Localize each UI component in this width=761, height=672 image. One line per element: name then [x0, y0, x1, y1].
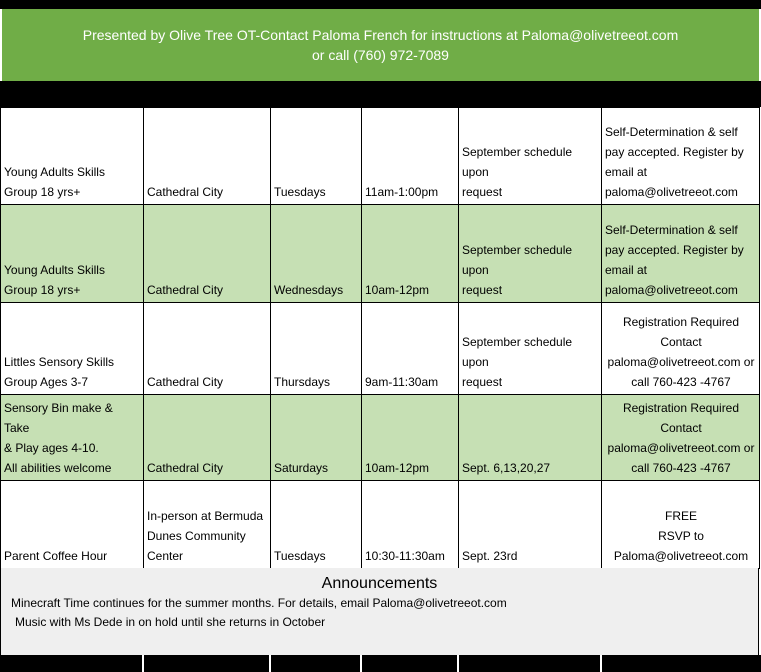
table-row: [1, 303, 760, 395]
bottom-column-divider: [269, 655, 271, 672]
day-text: Wednesdays: [274, 283, 344, 297]
location-line: Dunes Community: [147, 529, 246, 543]
program-cell: [1, 108, 144, 205]
notes-line: paloma@olivetreeot.com: [605, 185, 738, 199]
header-line-1: Presented by Olive Tree OT-Contact Paloma French for instructions at Paloma@olivetreeot.com: [82, 27, 679, 43]
time-cell: [362, 108, 459, 205]
location-line: Cathedral City: [147, 375, 224, 389]
bottom-black-bar: [0, 655, 761, 672]
notes-line: email at: [605, 263, 648, 277]
location-line: Cathedral City: [147, 461, 224, 475]
dates-cell: [459, 481, 602, 569]
dates-cell: [459, 108, 602, 205]
bottom-column-divider: [600, 655, 602, 672]
dates-line: request: [462, 283, 503, 297]
top-black-bar: [0, 0, 761, 9]
time-text: 11am-1:00pm: [365, 185, 439, 199]
dates-line: Sept. 23rd: [462, 549, 518, 563]
announcements-title: Announcements: [321, 575, 438, 592]
location-cell: [144, 108, 271, 205]
notes-line: pay accepted. Register by: [605, 145, 744, 159]
program-line: All abilities welcome: [4, 461, 112, 475]
location-line: Center: [147, 549, 184, 563]
notes-cell: [602, 481, 760, 569]
table-row: [1, 205, 760, 303]
program-line: & Play ages 4-10.: [4, 441, 99, 455]
program-line: Young Adults Skills: [4, 165, 105, 179]
notes-line: call 760-423 -4767: [631, 375, 731, 389]
dates-line: request: [462, 185, 503, 199]
day-text: Thursdays: [274, 375, 331, 389]
day-cell: [271, 108, 362, 205]
location-line: Cathedral City: [147, 283, 224, 297]
announcement-line: Minecraft Time continues for the summer months. For details, email Paloma@olivetreeot.com: [11, 596, 507, 610]
notes-cell: [602, 108, 760, 205]
program-cell: [1, 481, 144, 569]
location-cell: [144, 205, 271, 303]
program-line: Group 18 yrs+: [4, 185, 81, 199]
announcement-line: Music with Ms Dede in on hold until she returns in October: [15, 615, 326, 629]
day-text: Saturdays: [274, 461, 329, 475]
day-cell: [271, 395, 362, 481]
program-cell: [1, 303, 144, 395]
dates-cell: [459, 205, 602, 303]
location-cell: [144, 481, 271, 569]
day-cell: [271, 205, 362, 303]
notes-line: Self-Determination & self: [605, 125, 738, 139]
notes-cell: [602, 395, 760, 481]
announcements-section: [0, 568, 759, 655]
bottom-column-divider: [360, 655, 362, 672]
notes-line: Contact: [660, 335, 702, 349]
notes-line: Paloma@olivetreeot.com: [613, 549, 749, 563]
time-cell: [362, 205, 459, 303]
bottom-column-divider: [457, 655, 459, 672]
notes-cell: [602, 303, 760, 395]
dates-line: Sept. 6,13,20,27: [462, 461, 551, 475]
dates-line: September schedule upon: [462, 335, 573, 369]
notes-line: call 760-423 -4767: [631, 461, 731, 475]
black-band: [0, 81, 761, 107]
time-text: 9am-11:30am: [365, 375, 439, 389]
location-line: In-person at Bermuda: [147, 509, 264, 523]
notes-line: pay accepted. Register by: [605, 243, 744, 257]
program-line: Sensory Bin make & Take: [4, 401, 113, 435]
header-line-2: or call (760) 972-7089: [312, 47, 449, 63]
program-cell: [1, 395, 144, 481]
day-cell: [271, 303, 362, 395]
table-row: [1, 481, 760, 569]
day-text: Tuesdays: [274, 185, 326, 199]
notes-line: Contact: [660, 421, 702, 435]
header-banner: [2, 9, 759, 81]
dates-line: September schedule upon: [462, 145, 573, 179]
notes-line: RSVP to: [658, 529, 704, 543]
schedule-table: [0, 107, 760, 569]
location-line: Cathedral City: [147, 185, 224, 199]
dates-line: request: [462, 375, 503, 389]
dates-line: September schedule upon: [462, 243, 573, 277]
day-text: Tuesdays: [274, 549, 326, 563]
table-row: [1, 395, 760, 481]
program-line: Group 18 yrs+: [4, 283, 81, 297]
location-cell: [144, 303, 271, 395]
notes-cell: [602, 205, 760, 303]
notes-line: Self-Determination & self: [605, 223, 738, 237]
time-text: 10am-12pm: [365, 283, 430, 297]
notes-line: Registration Required: [622, 315, 740, 329]
notes-line: paloma@olivetreeot.com or: [607, 441, 755, 455]
bottom-column-divider: [142, 655, 144, 672]
time-text: 10am-12pm: [365, 461, 430, 475]
time-cell: [362, 481, 459, 569]
program-line: Group Ages 3-7: [4, 375, 89, 389]
dates-cell: [459, 303, 602, 395]
notes-line: FREE: [664, 509, 697, 523]
notes-line: Registration Required: [622, 401, 740, 415]
program-line: Young Adults Skills: [4, 263, 105, 277]
time-cell: [362, 303, 459, 395]
program-line: Littles Sensory Skills: [4, 355, 115, 369]
notes-line: email at: [605, 165, 648, 179]
time-cell: [362, 395, 459, 481]
table-row: [1, 108, 760, 205]
day-cell: [271, 481, 362, 569]
dates-cell: [459, 395, 602, 481]
notes-line: paloma@olivetreeot.com or: [607, 355, 755, 369]
notes-line: paloma@olivetreeot.com: [605, 283, 738, 297]
time-text: 10:30-11:30am: [365, 549, 445, 563]
program-line: Parent Coffee Hour: [4, 549, 108, 563]
location-cell: [144, 395, 271, 481]
program-cell: [1, 205, 144, 303]
